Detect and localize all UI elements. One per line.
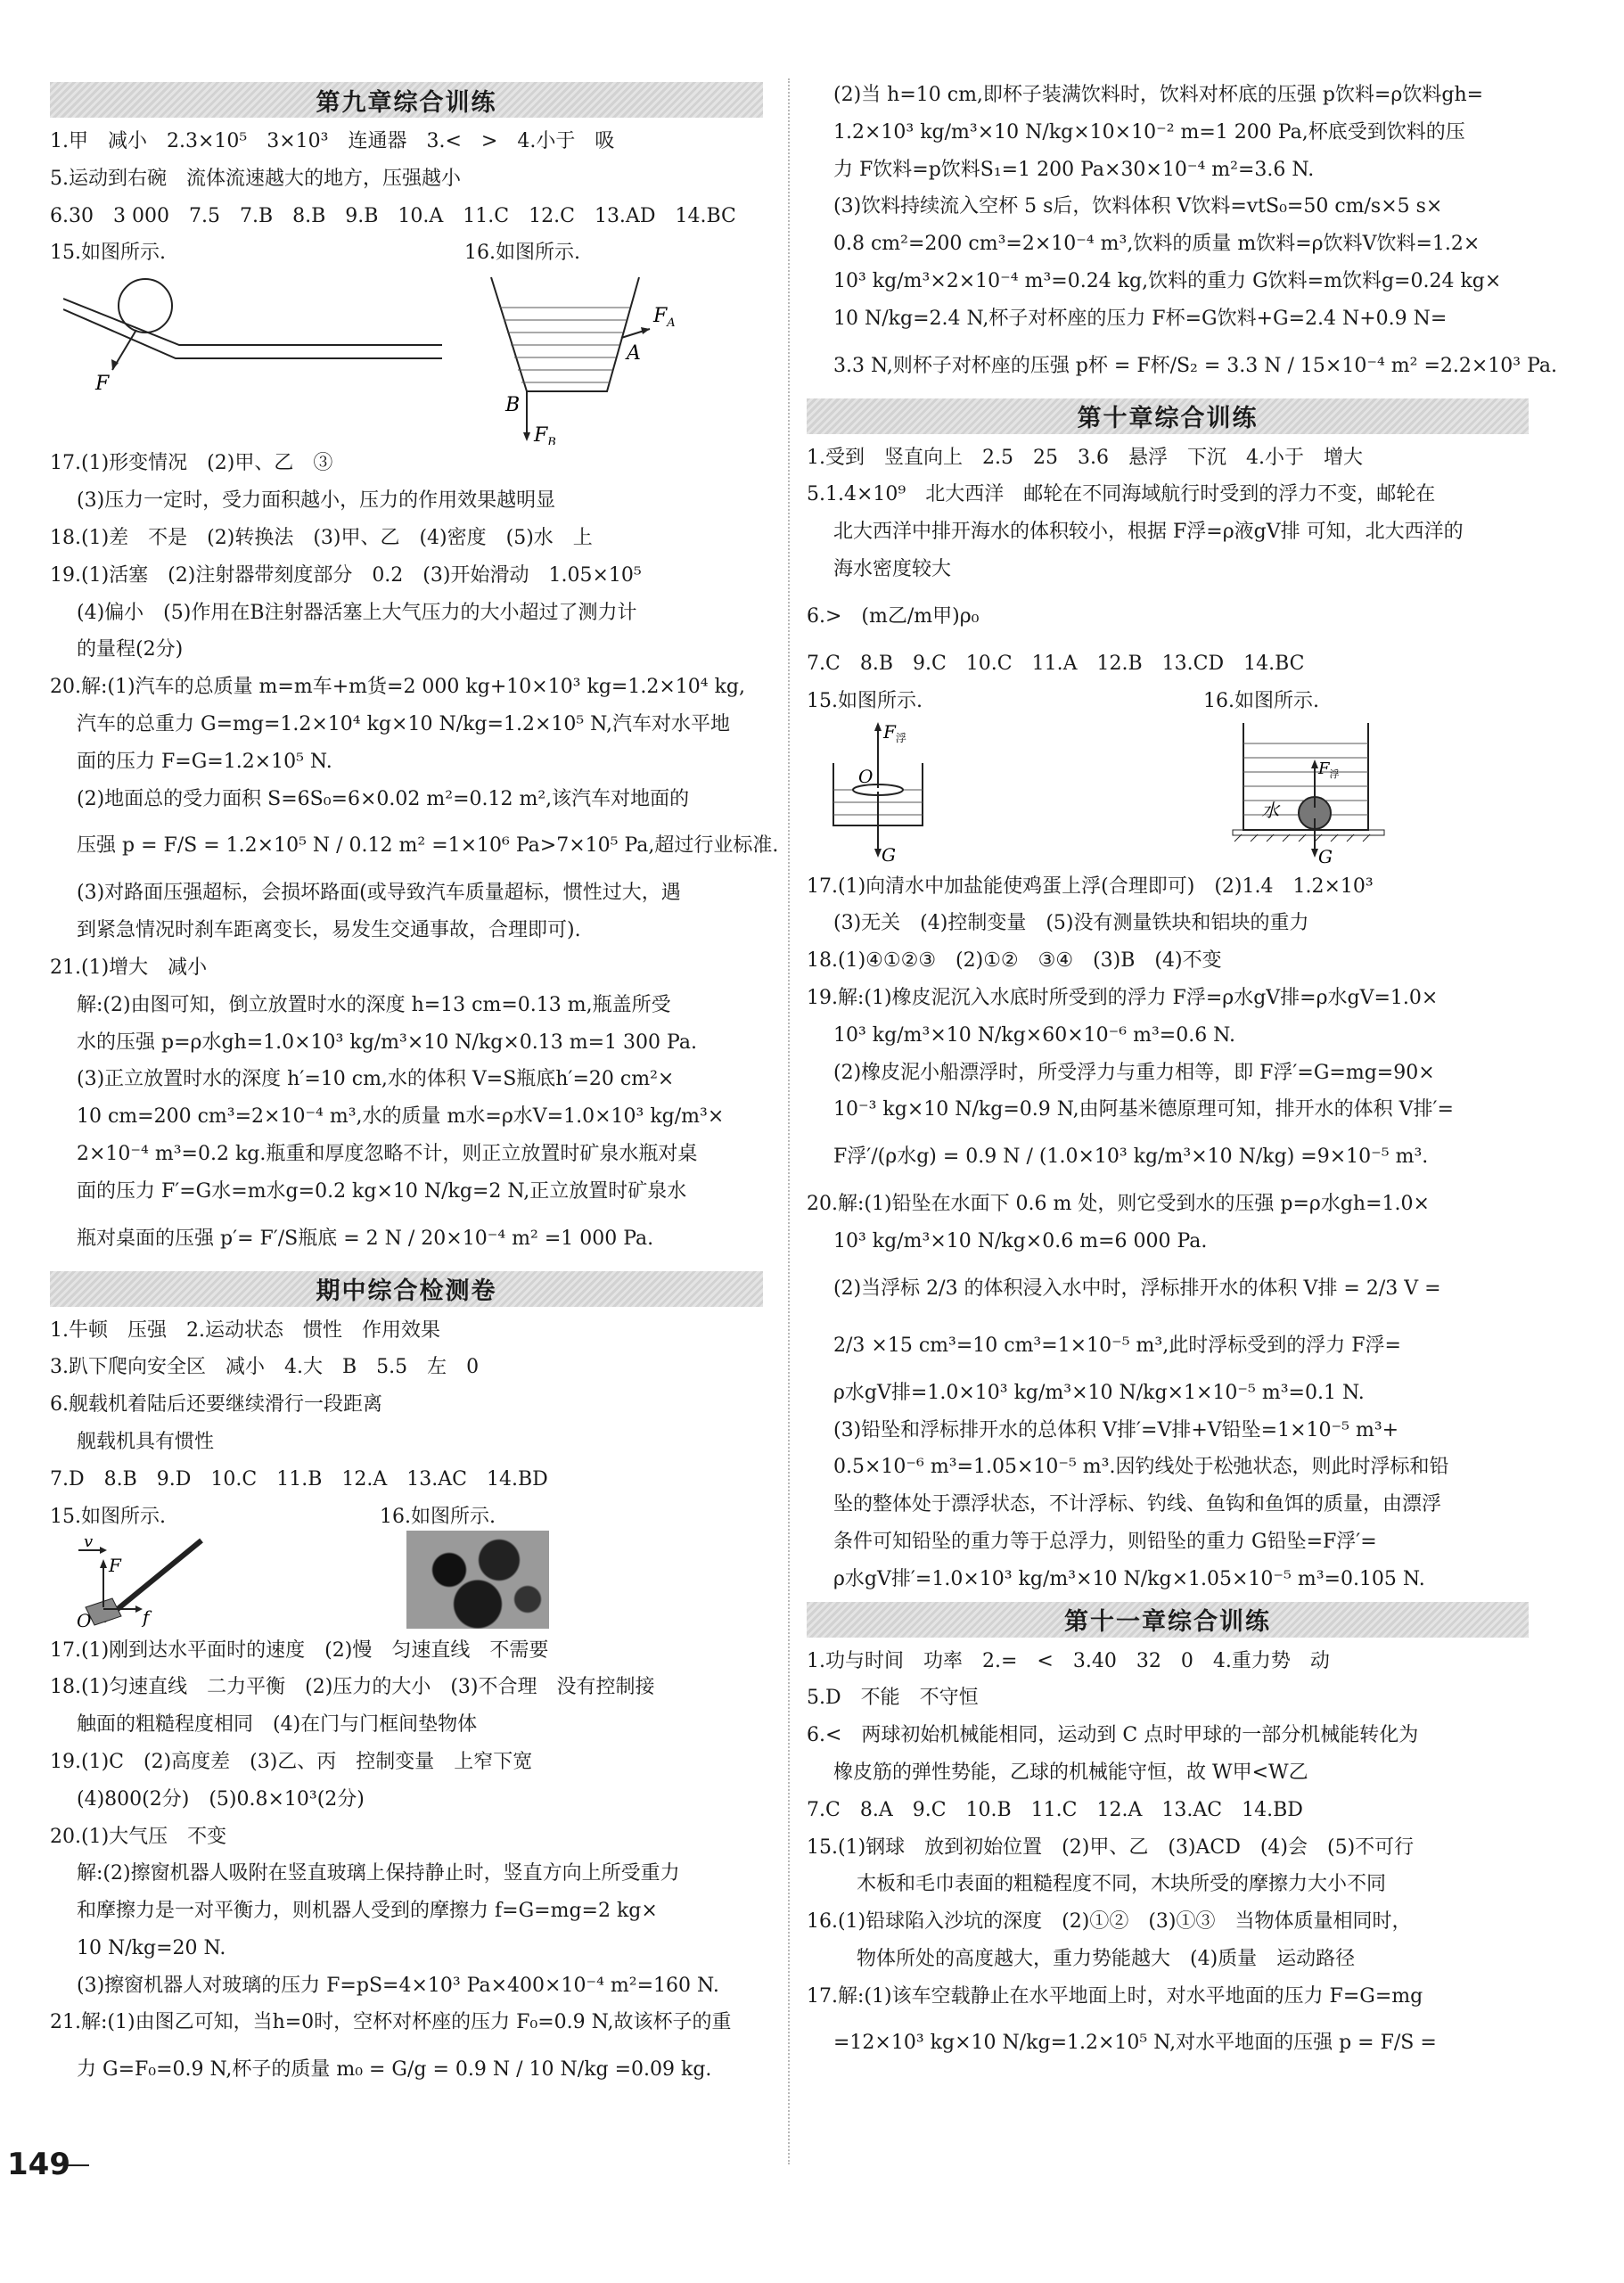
answer-line: (2)地面总的受力面积 S=6S₀=6×0.02 m²=0.12 m²,该汽车对地面的 xyxy=(77,787,690,810)
answer-line: 18.(1)差 不是 (2)转换法 (3)甲、乙 (4)密度 (5)水 上 xyxy=(50,526,593,549)
force-label-fb: $F_B$ xyxy=(534,424,556,446)
ch9-figures xyxy=(50,234,763,445)
answer-line: 0.8 cm²=200 cm³=2×10⁻⁴ m³,饮料的质量 m饮料=ρ饮料V饮料=1.2× xyxy=(833,233,1480,256)
ch10-figures xyxy=(807,683,1529,868)
answer-line: 坠的整体处于漂浮状态，不计浮标、钓线、鱼钩和鱼饵的质量，由漂浮 xyxy=(833,1493,1442,1516)
answer-line: 20.解:(1)汽车的总质量 m=m车+m货=2 000 kg+10×10³ kg=1.2×10⁴ kg, xyxy=(50,676,745,699)
section-title-ch10: 第十章综合训练 xyxy=(807,398,1529,434)
answer-line: 1.甲 减小 2.3×10⁵ 3×10³ 连通器 3.< > 4.小于 吸 xyxy=(50,130,615,152)
answer-line: 6.30 3 000 7.5 7.B 8.B 9.B 10.A 11.C 12.C 13.AD 14.BC xyxy=(50,204,736,227)
left-column xyxy=(50,78,779,2098)
answer-line: 10³ kg/m³×10 N/kg×0.6 m=6 000 Pa. xyxy=(833,1229,1208,1252)
answer-line: ρ水gV排′=1.0×10³ kg/m³×10 N/kg×1.05×10⁻⁵ m³=0.105 N. xyxy=(833,1567,1425,1590)
answer-line: 和摩擦力是一对平衡力，则机器人受到的摩擦力 f=G=mg=2 kg× xyxy=(77,1900,658,1923)
answer-line: 北大西洋中排开海水的体积较小，根据 F浮=ρ液gV排 可知，北大西洋的 xyxy=(833,521,1464,544)
answer-line: 10⁻³ kg×10 N/kg=0.9 N,由阿基米德原理可知，排开水的体积 V排′= xyxy=(833,1098,1454,1121)
photo-ink-image xyxy=(406,1531,549,1629)
answer-line: 解:(2)由图可知，倒立放置时水的深度 h=13 cm=0.13 m,瓶盖所受 xyxy=(77,993,671,1016)
answer-line: 触面的粗糙程度相同 (4)在门与门框间垫物体 xyxy=(77,1713,478,1737)
answer-line: 7.C 8.A 9.C 10.B 11.C 12.A 13.AC 14.BD xyxy=(807,1798,1303,1821)
buoyancy-label: $F_浮$ xyxy=(1318,759,1340,780)
page-number-dash xyxy=(68,2164,89,2166)
answer-line: 2×10⁻⁴ m³=0.2 kg.瓶重和厚度忽略不计，则正立放置时矿泉水瓶对桌 xyxy=(77,1142,698,1165)
answer-line: 的量程(2分) xyxy=(77,638,184,661)
answer-line: 19.解:(1)橡皮泥沉入水底时所受到的浮力 F浮=ρ水gV排=ρ水gV=1.0× xyxy=(807,986,1439,1009)
column-divider xyxy=(788,78,790,2164)
answer-line: 10 N/kg=2.4 N,杯子对杯座的压力 F杯=G饮料+G=2.4 N+0.9 N= xyxy=(833,307,1448,330)
answer-line: 1.功与时间 功率 2.= < 3.40 32 0 4.重力势 动 xyxy=(807,1649,1330,1672)
answer-line: 20.(1)大气压 不变 xyxy=(50,1825,227,1848)
force-label-fa: $F_A$ xyxy=(653,305,676,331)
section-title-ch11: 第十一章综合训练 xyxy=(807,1602,1529,1638)
answer-line: (3)饮料持续流入空杯 5 s后，饮料体积 V饮料=vtS₀=50 cm/s×5 s× xyxy=(833,195,1443,218)
answer-line: 7.C 8.B 9.C 10.C 11.A 12.B 13.CD 14.BC xyxy=(807,652,1305,675)
fig-caption: 15.如图所示. xyxy=(50,1505,166,1528)
water-label: 水 xyxy=(1261,799,1279,821)
answer-line: 1.2×10³ kg/m³×10 N/kg×10×10⁻² m=1 200 Pa,杯底受到饮料的压 xyxy=(833,120,1465,144)
answer-line: 16.(1)铅球陷入沙坑的深度 (2)①② (3)①③ 当物体质量相同时， xyxy=(807,1910,1412,1934)
ch10-answers-a xyxy=(807,439,1529,683)
answer-line: 17.(1)刚到达水平面时的速度 (2)慢 匀速直线 不需要 xyxy=(50,1638,549,1662)
answer-line: 2/3 ×15 cm³=10 cm³=1×10⁻⁵ m³,此时浮标受到的浮力 F浮= xyxy=(833,1334,1401,1357)
answer-line: 舰载机具有惯性 xyxy=(77,1430,215,1453)
answer-line: 15.(1)钢球 放到初始位置 (2)甲、乙 (3)ACD (4)会 (5)不可行 xyxy=(807,1835,1415,1859)
answer-line: (3)擦窗机器人对玻璃的压力 F=pS=4×10³ Pa×400×10⁻⁴ m²=160 N. xyxy=(77,1974,719,1997)
answer-line: 力 G=F₀=0.9 N,杯子的质量 m₀ = G/g = 0.9 N / 10 N/kg =0.09 kg. xyxy=(77,2058,712,2082)
gravity-label: G xyxy=(1318,845,1333,866)
answer-line: 力 F饮料=p饮料S₁=1 200 Pa×30×10⁻⁴ m²=3.6 N. xyxy=(833,158,1315,181)
answer-line: (3)正立放置时水的深度 h′=10 cm,水的体积 V=S瓶底h′=20 cm²× xyxy=(77,1068,675,1091)
answer-line: 18.(1)④①②③ (2)①② ③④ (3)B (4)不变 xyxy=(807,949,1222,973)
answer-line: (2)当 h=10 cm,即杯子装满饮料时，饮料对杯底的压强 p饮料=ρ饮料gh= xyxy=(833,84,1484,106)
answer-line: F浮′/(ρ水g) = 0.9 N / (1.0×10³ kg/m³×10 N/kg) =9×10⁻⁵ m³. xyxy=(833,1146,1429,1169)
answer-line: 瓶对桌面的压强 p′= F′/S瓶底 = 2 N / 20×10⁻⁴ m² =1 000 Pa. xyxy=(77,1227,654,1250)
midterm-answers-a xyxy=(50,1312,763,1499)
ch11-answers xyxy=(807,1643,1529,2073)
ch9-answers-a xyxy=(50,123,763,234)
section-title-ch9: 第九章综合训练 xyxy=(50,82,763,118)
answer-line: 条件可知铅坠的重力等于总浮力，则铅坠的重力 G铅坠=F浮′= xyxy=(833,1530,1377,1553)
fig-caption: 15.如图所示. xyxy=(50,242,166,265)
answer-line: 10 N/kg=20 N. xyxy=(77,1936,226,1959)
ramp-ball-diagram xyxy=(63,274,447,398)
answer-line: 汽车的总重力 G=mg=1.2×10⁴ kg×10 N/kg=1.2×10⁵ N,汽车对水平地 xyxy=(77,712,731,735)
answer-line: 6.< 两球初始机械能相同，运动到 C 点时甲球的一部分机械能转化为 xyxy=(807,1724,1419,1747)
answer-line: (2)当浮标 2/3 的体积浸入水中时，浮标排开水的体积 V排 = 2/3 V = xyxy=(833,1277,1441,1300)
answer-line: 6.> (m乙/m甲)ρ₀ xyxy=(807,604,980,628)
answer-line: 物体所处的高度越大，重力势能越大 (4)质量 运动路径 xyxy=(857,1947,1356,1970)
answer-line: 10³ kg/m³×2×10⁻⁴ m³=0.24 kg,饮料的重力 G饮料=m饮料g=0.24 kg× xyxy=(833,269,1502,292)
answer-line: 木板和毛巾表面的粗糙程度不同，木块所受的摩擦力大小不同 xyxy=(857,1873,1387,1896)
continued-answers xyxy=(807,77,1558,395)
fig-caption: 15.如图所示. xyxy=(807,689,923,712)
answer-line: 7.D 8.B 9.D 10.C 11.B 12.A 13.AC 14.BD xyxy=(50,1467,548,1491)
answer-line: =12×10³ kg×10 N/kg=1.2×10⁵ N,对水平地面的压强 p = F/S = xyxy=(833,2032,1437,2055)
point-label-a: A xyxy=(627,342,641,365)
answer-line: 0.5×10⁻⁶ m³=1.05×10⁻⁵ m³.因钓线处于松弛状态，则此时浮标和铅 xyxy=(833,1456,1449,1479)
answer-line: 5.1.4×10⁹ 北大西洋 邮轮在不同海域航行时受到的浮力不变，邮轮在 xyxy=(807,483,1436,506)
answer-line: 1.牛顿 压强 2.运动状态 惯性 作用效果 xyxy=(50,1318,440,1342)
mop-force-diagram xyxy=(68,1536,246,1630)
section-title-midterm: 期中综合检测卷 xyxy=(50,1271,763,1307)
right-column xyxy=(807,78,1558,2072)
force-label-f: F xyxy=(109,1554,121,1576)
answer-line: (3)无关 (4)控制变量 (5)没有测量铁块和铝块的重力 xyxy=(833,912,1309,935)
answer-line: (3)对路面压强超标，会损坏路面(或导致汽车质量超标，惯性过大，遇 xyxy=(77,882,681,905)
answer-line: 17.(1)向清水中加盐能使鸡蛋上浮(合理即可) (2)1.4 1.2×10³ xyxy=(807,875,1374,898)
answer-line: (4)800(2分) (5)0.8×10³(2分) xyxy=(77,1787,365,1811)
answer-line: 海水密度较大 xyxy=(833,557,952,580)
answer-line: 水的压强 p=ρ水gh=1.0×10³ kg/m³×10 N/kg×0.13 m=1 300 Pa. xyxy=(77,1031,697,1054)
answer-line: (3)压力一定时，受力面积越小，压力的作用效果越明显 xyxy=(77,489,556,513)
answer-line: 21.解:(1)由图乙可知，当h=0时，空杯对杯座的压力 F₀=0.9 N,故该杯子的重 xyxy=(50,2011,732,2034)
answer-line: 17.(1)形变情况 (2)甲、乙 ③ xyxy=(50,452,333,475)
point-label-o: O xyxy=(858,765,874,787)
answer-line: 到紧急情况时刹车距离变长，易发生交通事故，合理即可). xyxy=(77,919,581,942)
midterm-figures xyxy=(50,1499,763,1632)
container-pressure-diagram xyxy=(455,267,723,445)
midterm-answers-b xyxy=(50,1632,763,2099)
force-label-f: F xyxy=(95,373,110,396)
velocity-label: v xyxy=(84,1535,94,1551)
answer-line: 19.(1)C (2)高度差 (3)乙、丙 控制变量 上窄下宽 xyxy=(50,1750,533,1773)
answer-line: 5.运动到右碗 流体流速越大的地方，压强越小 xyxy=(50,167,461,190)
answer-line: 3.3 N,则杯子对杯座的压强 p杯 = F杯/S₂ = 3.3 N / 15×10⁻⁴ m² =2.2×10³ Pa. xyxy=(833,354,1558,377)
answer-line: (3)铅坠和浮标排开水的总体积 V排′=V排+V铅坠=1×10⁻⁵ m³+ xyxy=(833,1418,1399,1441)
answer-line: 18.(1)匀速直线 二力平衡 (2)压力的大小 (3)不合理 没有控制接 xyxy=(50,1676,655,1699)
answer-line: 解:(2)擦窗机器人吸附在竖直玻璃上保持静止时，竖直方向上所受重力 xyxy=(77,1862,680,1885)
answer-line: 橡皮筋的弹性势能，乙球的机械能守恒，故 W甲<W乙 xyxy=(833,1761,1308,1784)
fig-caption: 16.如图所示. xyxy=(380,1505,496,1528)
answer-line: 19.(1)活塞 (2)注射器带刻度部分 0.2 (3)开始滑动 1.05×10⁵ xyxy=(50,563,642,587)
point-label-b: B xyxy=(505,394,521,417)
page-number: 149 xyxy=(7,2147,70,2182)
answer-line: 21.(1)增大 减小 xyxy=(50,956,208,979)
point-label-o: O xyxy=(77,1609,92,1630)
answer-line: (4)偏小 (5)作用在B注射器活塞上大气压力的大小超过了测力计 xyxy=(77,601,637,624)
friction-label: f xyxy=(143,1605,150,1628)
fig-caption: 16.如图所示. xyxy=(464,242,580,265)
ch10-answers-b xyxy=(807,868,1529,1598)
answer-line: 压强 p = F/S = 1.2×10⁵ N / 0.12 m² =1×10⁶ Pa>7×10⁵ Pa,超过行业标准. xyxy=(77,834,779,858)
answer-line: 1.受到 竖直向上 2.5 25 3.6 悬浮 下沉 4.小于 增大 xyxy=(807,446,1363,469)
floating-object-diagram xyxy=(824,719,967,866)
fig-caption: 16.如图所示. xyxy=(1203,689,1319,712)
answer-line: (2)橡皮泥小船漂浮时，所受浮力与重力相等，即 F浮′=G=mg=90× xyxy=(833,1061,1435,1084)
answer-line: 6.舰载机着陆后还要继续滑行一段距离 xyxy=(50,1393,382,1417)
ch9-answers-b xyxy=(50,445,779,1267)
answer-line: 10³ kg/m³×10 N/kg×60×10⁻⁶ m³=0.6 N. xyxy=(833,1023,1236,1047)
answer-line: 10 cm=200 cm³=2×10⁻⁴ m³,水的质量 m水=ρ水V=1.0×10³ kg/m³× xyxy=(77,1105,725,1129)
sunk-ball-diagram xyxy=(1226,719,1404,866)
gravity-label: G xyxy=(882,843,896,866)
answer-line: 20.解:(1)铅坠在水面下 0.6 m 处，则它受到水的压强 p=ρ水gh=1.0× xyxy=(807,1193,1430,1216)
answer-line: ρ水gV排=1.0×10³ kg/m³×10 N/kg×1×10⁻⁵ m³=0.1 N. xyxy=(833,1381,1365,1404)
answer-line: 17.解:(1)该车空载静止在水平地面上时，对水平地面的压力 F=G=mg xyxy=(807,1984,1423,2008)
answer-line: 面的压力 F′=G水=m水g=0.2 kg×10 N/kg=2 N,正立放置时矿泉水 xyxy=(77,1179,687,1203)
answer-line: 3.趴下爬向安全区 减小 4.大 B 5.5 左 0 xyxy=(50,1356,480,1379)
answer-line: 5.D 不能 不守恒 xyxy=(807,1687,979,1710)
answer-line: 面的压力 F=G=1.2×10⁵ N. xyxy=(77,750,332,773)
buoyancy-label: $F_浮$ xyxy=(883,720,906,744)
